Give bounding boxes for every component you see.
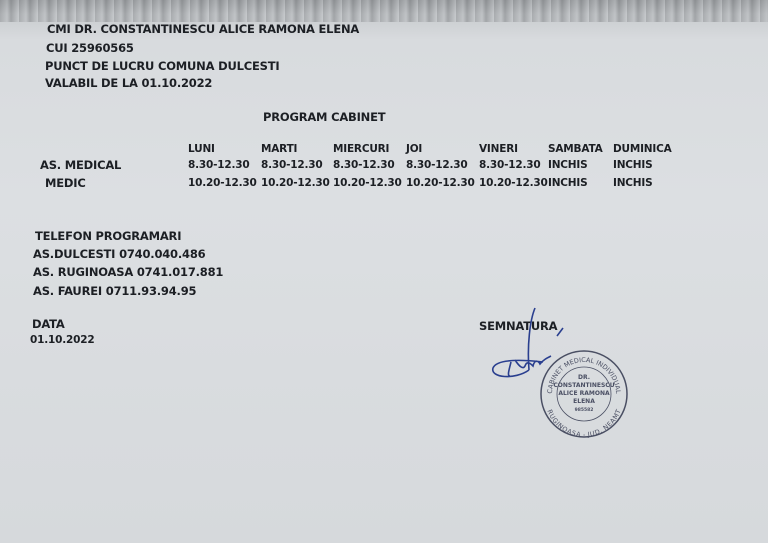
schedule-cell: INCHIS — [613, 177, 653, 189]
schedule-cell: 10.20-12.30 — [406, 177, 475, 189]
stamp-ring-top: CABINET MEDICAL INDIVIDUAL — [545, 355, 623, 394]
stamp-text: DR. — [578, 374, 590, 381]
schedule-cell: INCHIS — [613, 159, 653, 171]
day-header: SAMBATA — [548, 143, 603, 155]
day-header: LUNI — [188, 143, 215, 155]
day-header: JOI — [406, 143, 423, 155]
date-label: DATA — [32, 317, 65, 331]
contact-item: AS. FAUREI 0711.93.94.95 — [33, 284, 197, 298]
work-point: PUNCT DE LUCRU COMUNA DULCESTI — [45, 59, 280, 73]
cui: CUI 25960565 — [46, 41, 134, 55]
schedule-cell: 10.20-12.30 — [333, 177, 402, 189]
schedule-cell: INCHIS — [548, 177, 588, 189]
row-label: MEDIC — [45, 176, 86, 190]
contacts-title: TELEFON PROGRAMARI — [35, 229, 182, 243]
paper-edge-shadow — [0, 0, 768, 22]
schedule-cell: 8.30-12.30 — [406, 159, 468, 171]
schedule-cell: 8.30-12.30 — [188, 159, 250, 171]
schedule-cell: 10.20-12.30 — [261, 177, 330, 189]
schedule-cell: 10.20-12.30 — [479, 177, 548, 189]
contact-item: AS.DULCESTI 0740.040.486 — [33, 247, 206, 261]
day-header: DUMINICA — [613, 143, 672, 155]
schedule-cell: 8.30-12.30 — [479, 159, 541, 171]
clinic-name: CMI DR. CONSTANTINESCU ALICE RAMONA ELENA — [47, 22, 360, 36]
stamp-text: ELENA — [573, 398, 595, 405]
schedule-title: PROGRAM CABINET — [263, 110, 386, 124]
valid-from: VALABIL DE LA 01.10.2022 — [45, 76, 213, 90]
row-label: AS. MEDICAL — [40, 158, 122, 172]
date-value: 01.10.2022 — [30, 334, 95, 346]
stamp-text: 985582 — [574, 408, 594, 413]
schedule-cell: 8.30-12.30 — [261, 159, 323, 171]
schedule-cell: 8.30-12.30 — [333, 159, 395, 171]
day-header: MIERCURI — [333, 143, 390, 155]
contact-item: AS. RUGINOASA 0741.017.881 — [33, 265, 224, 279]
stamp-text: ALICE RAMONA — [558, 390, 610, 397]
schedule-cell: 10.20-12.30 — [188, 177, 257, 189]
schedule-cell: INCHIS — [548, 159, 588, 171]
signature-label: SEMNATURA — [479, 319, 558, 333]
day-header: MARTI — [261, 143, 298, 155]
stamp-ring-bottom: RUGINOASA - JUD. NEAMT — [545, 408, 623, 439]
stamp-text: CONSTANTINESCU — [553, 382, 615, 389]
day-header: VINERI — [479, 143, 518, 155]
stamp — [538, 348, 630, 440]
